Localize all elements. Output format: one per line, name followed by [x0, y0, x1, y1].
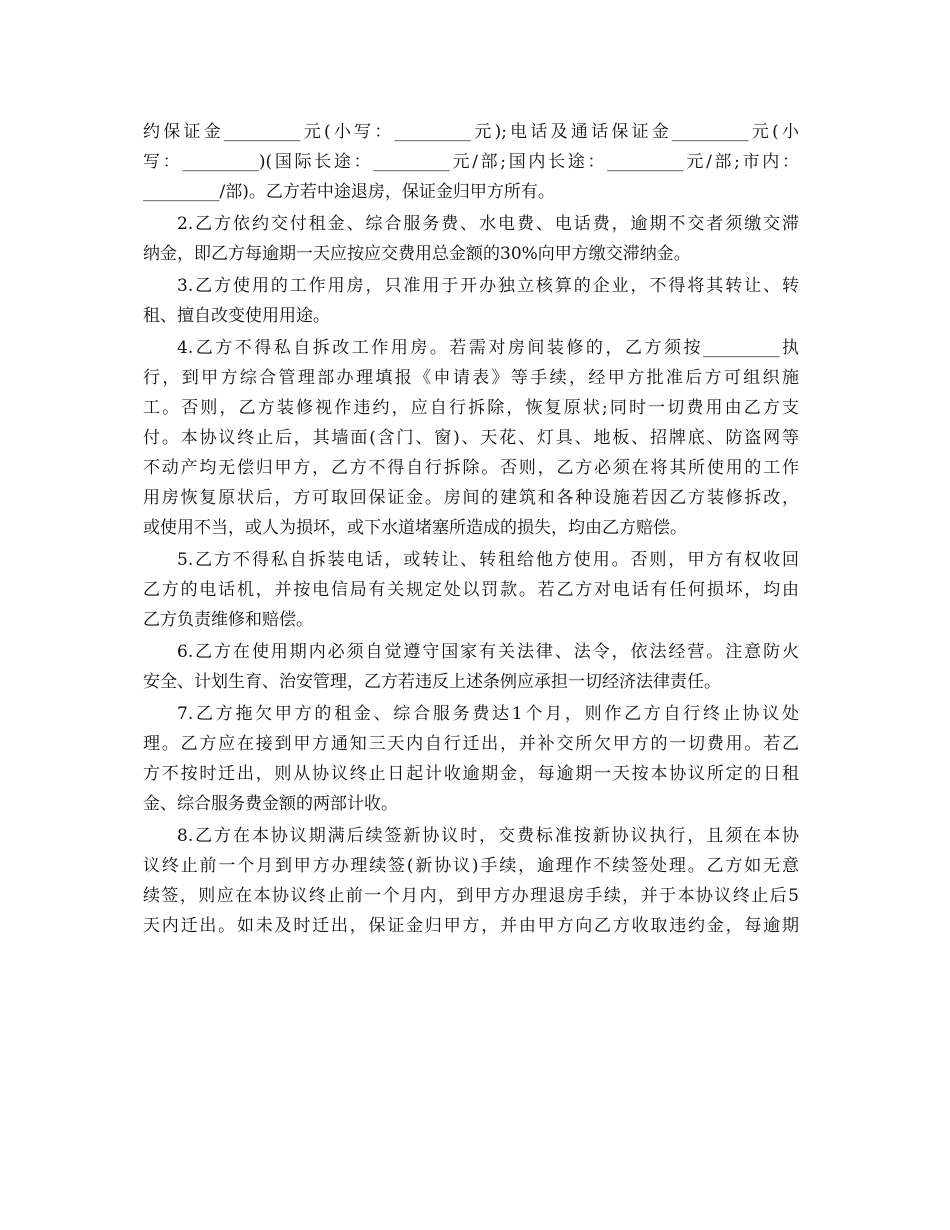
contract-clause-p8-renewal — [143, 821, 799, 941]
text-line: 或使用不当，或人为损坏，或下水道堵塞所造成的损失，均由乙方赔偿。 — [143, 518, 687, 538]
contract-page — [143, 117, 799, 943]
text-line: 天内迁出。如未及时迁出，保证金归甲方，并由甲方向乙方收取违约金，每逾期 — [143, 916, 799, 936]
text-line: 3.乙方使用的工作用房，只准用于开办独立核算的企业，不得将其转让、转 — [177, 276, 799, 296]
text-line: 5.乙方不得私自拆装电话，或转让、转租给他方使用。否则，甲方有权收回 — [177, 550, 799, 570]
text-line: 续签，则应在本协议终止前一个月内，到甲方办理退房手续，并于本协议终止后5 — [143, 886, 799, 906]
text-line: 约保证金_________元(小写：_________元);电话及通话保证金_________元(小 — [143, 122, 799, 142]
text-line: 纳金，即乙方每逾期一天应按应交费用总金额的30%向甲方缴交滞纳金。 — [143, 244, 691, 264]
text-line: 方不按时迁出，则从协议终止日起计收逾期金，每逾期一天按本协议所定的日租 — [143, 764, 799, 784]
text-line: _________/部)。乙方若中途退房，保证金归甲方所有。 — [143, 182, 555, 202]
text-line: 议终止前一个月到甲方办理续签(新协议)手续，逾理作不续签处理。乙方如无意 — [143, 856, 799, 876]
text-line: 工。否则，乙方装修视作违约，应自行拆除，恢复原状;同时一切费用由乙方支 — [143, 398, 799, 418]
text-line: 6.乙方在使用期内必须自觉遵守国家有关法律、法令，依法经营。注意防火 — [177, 642, 799, 662]
text-line: 付。本协议终止后，其墙面(含门、窗)、天花、灯具、地板、招牌底、防盗网等 — [143, 428, 799, 448]
text-line: 2.乙方依约交付租金、综合服务费、水电费、电话费，逾期不交者须缴交滞 — [177, 214, 799, 234]
text-line: 租、擅自改变使用用途。 — [143, 306, 330, 326]
text-line: 理。乙方应在接到甲方通知三天内自行迁出，并补交所欠甲方的一切费用。若乙 — [143, 734, 799, 754]
text-line: 乙方的电话机，并按电信局有关规定处以罚款。若乙方对电话有任何损坏，均由 — [143, 580, 799, 600]
contract-clause-p3-usage — [143, 271, 799, 331]
text-line: 8.乙方在本协议期满后续签新协议时，交费标准按新协议执行，且须在本协 — [177, 826, 799, 846]
contract-clause-p1-deposit-continued — [143, 117, 799, 207]
contract-clause-p2-late-fee — [143, 209, 799, 269]
text-line: 7.乙方拖欠甲方的租金、综合服务费达1个月，则作乙方自行终止协议处 — [177, 704, 799, 724]
contract-clause-p4-renovation — [143, 333, 799, 543]
contract-clause-p7-arrears — [143, 699, 799, 819]
text-line: 行，到甲方综合管理部办理填报《申请表》等手续，经甲方批准后方可组织施 — [143, 368, 799, 388]
text-line: 4.乙方不得私自拆改工作用房。若需对房间装修的，乙方须按_________执 — [177, 338, 799, 358]
text-line: 不动产均无偿归甲方，乙方不得自行拆除。否则，乙方必须在将其所使用的工作 — [143, 458, 799, 478]
contract-clause-p6-compliance — [143, 637, 799, 697]
text-line: 写：_________)(国际长途：_________元/部;国内长途：_________元/部;市内： — [143, 152, 799, 172]
text-line: 用房恢复原状后，方可取回保证金。房间的建筑和各种设施若因乙方装修拆改， — [143, 488, 799, 508]
text-line: 金、综合服务费金额的两部计收。 — [143, 794, 398, 814]
text-line: 安全、计划生育、治安管理，乙方若违反上述条例应承担一切经济法律责任。 — [143, 672, 721, 692]
text-line: 乙方负责维修和赔偿。 — [143, 610, 313, 630]
contract-clause-p5-telephone — [143, 545, 799, 635]
